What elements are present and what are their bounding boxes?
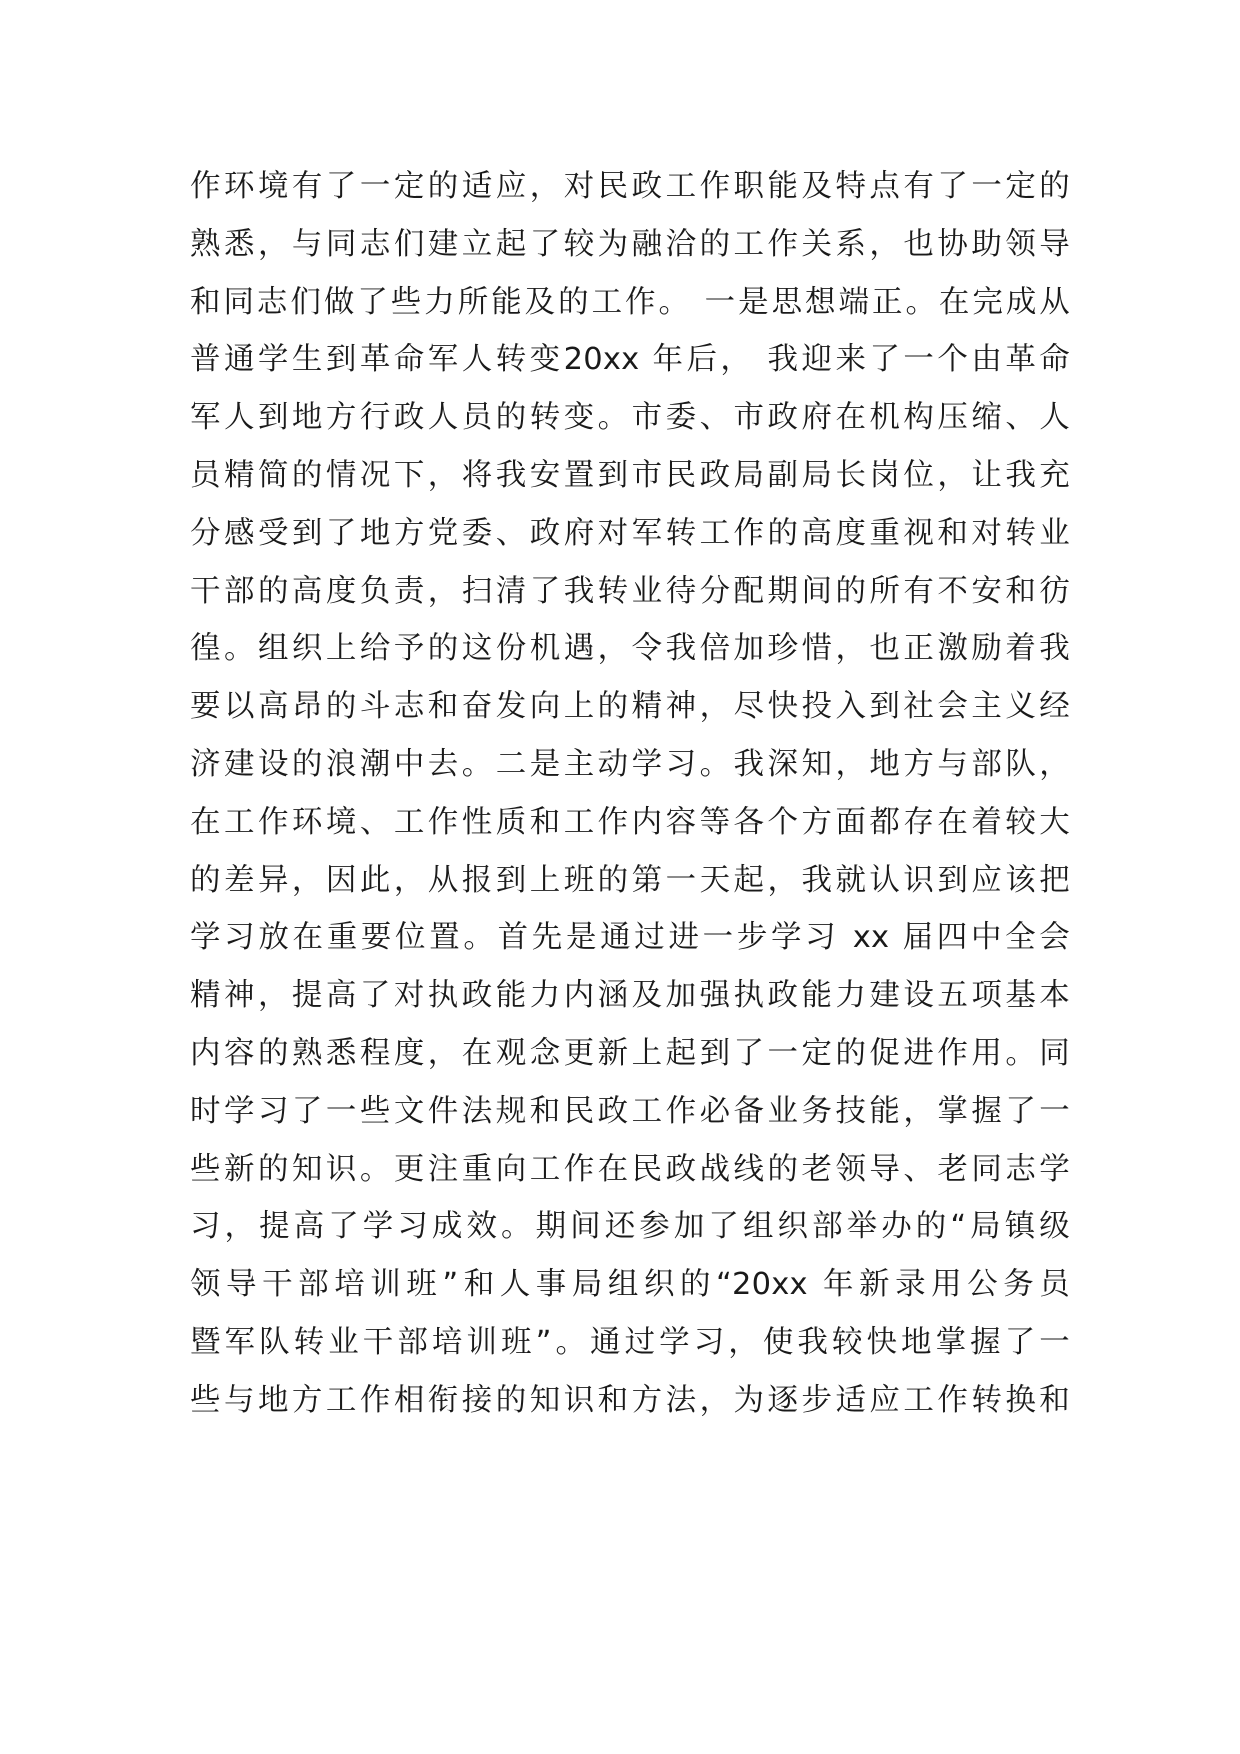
text-line: 学习放在重要位置。首先是通过进一步学习 xx 届四中全会 [190, 920, 1070, 956]
text-line: 时学习了一些文件法规和民政工作必备业务技能，掌握了一 [190, 1093, 1070, 1129]
body-paragraph [190, 158, 1070, 1430]
text-line: 熟悉，与同志们建立起了较为融洽的工作关系，也协助领导 [190, 226, 1070, 262]
text-line: 和同志们做了些力所能及的工作。 一是思想端正。在完成从 [190, 284, 1070, 320]
text-line: 的差异，因此，从报到上班的第一天起，我就认识到应该把 [190, 862, 1070, 898]
text-line: 军人到地方行政人员的转变。市委、市政府在机构压缩、人 [190, 400, 1070, 436]
text-line: 员精简的情况下，将我安置到市民政局副局长岗位，让我充 [190, 457, 1070, 493]
text-line: 暨军队转业干部培训班”。通过学习，使我较快地掌握了一 [190, 1324, 1070, 1360]
text-line: 作环境有了一定的适应，对民政工作职能及特点有了一定的 [190, 169, 1070, 204]
text-line: 习，提高了学习成效。期间还参加了组织部举办的“局镇级 [190, 1209, 1070, 1245]
text-line: 徨。组织上给予的这份机遇，令我倍加珍惜，也正激励着我 [190, 631, 1070, 667]
text-line: 内容的熟悉程度，在观念更新上起到了一定的促进作用。同 [190, 1035, 1070, 1071]
text-line: 些与地方工作相衔接的知识和方法，为逐步适应工作转换和 [190, 1382, 1070, 1418]
text-line: 在工作环境、工作性质和工作内容等各个方面都存在着较大 [190, 804, 1070, 840]
text-line: 精神，提高了对执政能力内涵及加强执政能力建设五项基本 [190, 978, 1070, 1014]
text-line: 普通学生到革命军人转变20xx 年后， 我迎来了一个由革命 [190, 342, 1070, 378]
text-line: 领导干部培训班”和人事局组织的“20xx 年新录用公务员 [190, 1267, 1070, 1303]
text-line: 干部的高度负责，扫清了我转业待分配期间的所有不安和彷 [190, 573, 1070, 609]
text-line: 要以高昂的斗志和奋发向上的精神，尽快投入到社会主义经 [190, 689, 1070, 725]
text-line: 些新的知识。更注重向工作在民政战线的老领导、老同志学 [190, 1151, 1070, 1187]
text-line: 济建设的浪潮中去。二是主动学习。我深知，地方与部队， [190, 746, 1070, 782]
text-line: 分感受到了地方党委、政府对军转工作的高度重视和对转业 [190, 515, 1070, 551]
